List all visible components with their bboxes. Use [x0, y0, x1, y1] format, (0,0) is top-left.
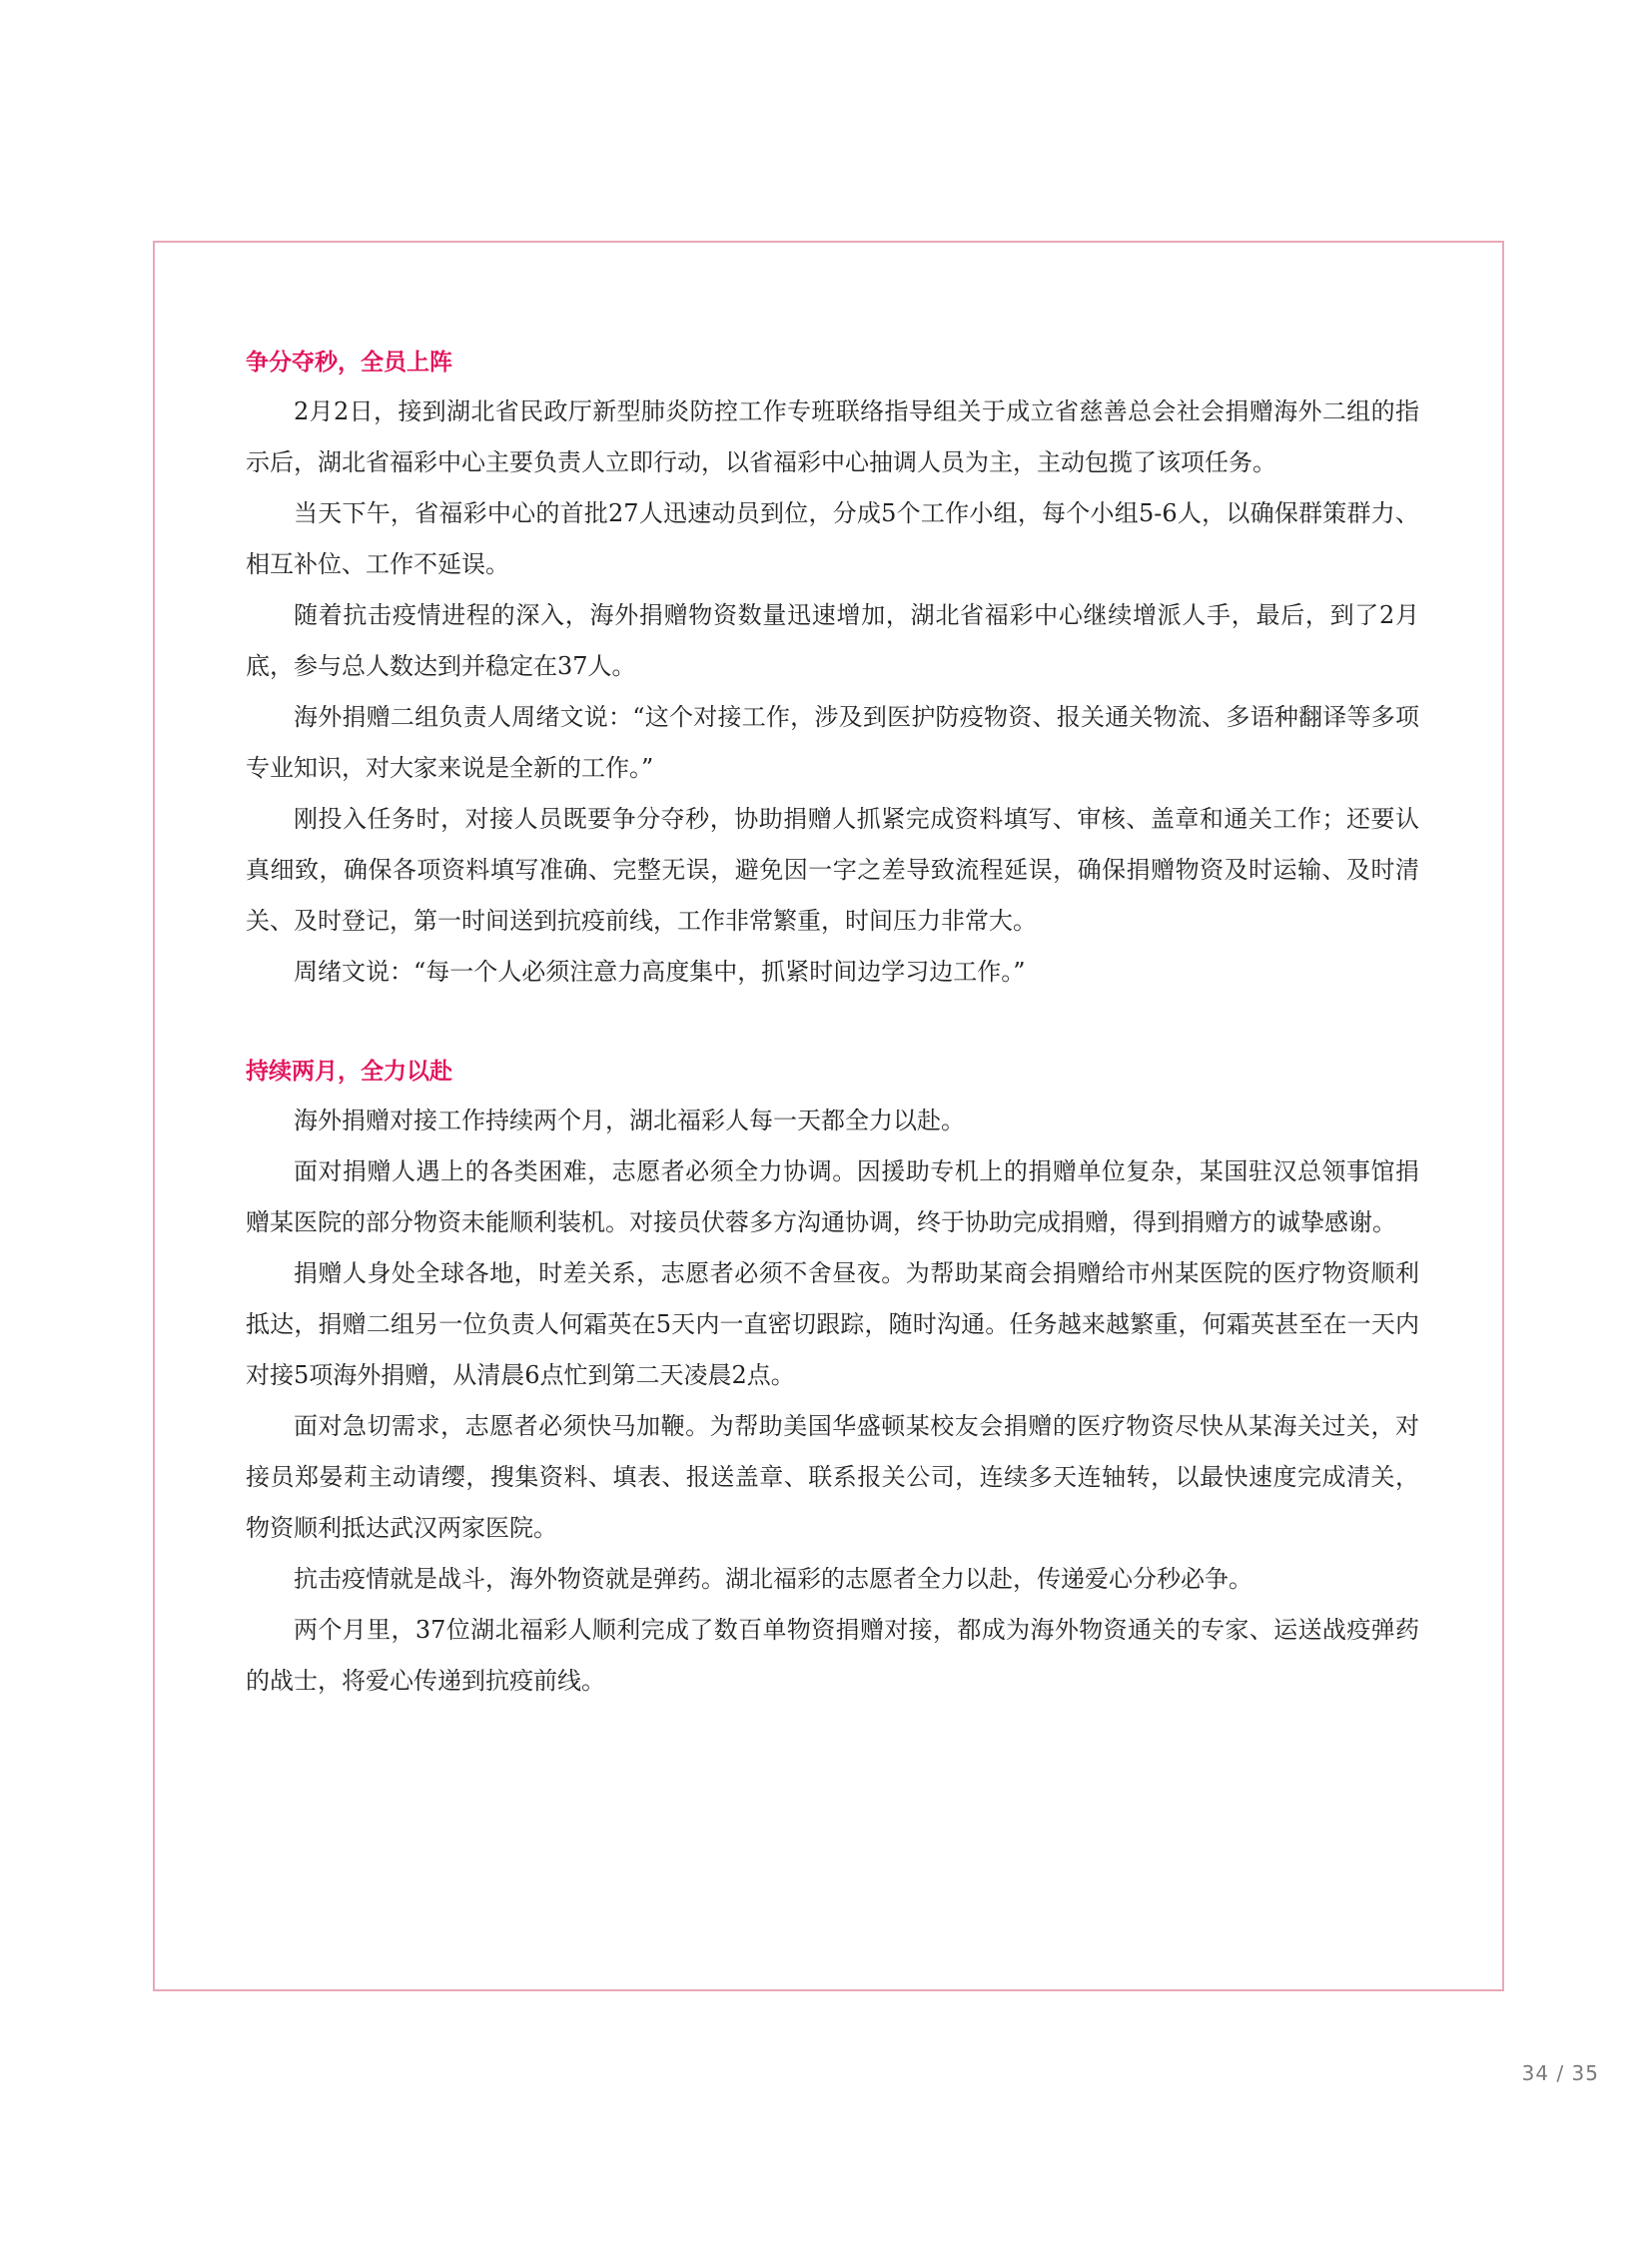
paragraph: 海外捐赠二组负责人周绪文说：“这个对接工作，涉及到医护防疫物资、报关通关物流、多语种翻译等多项专业知识，对大家来说是全新的工作。”: [246, 703, 1419, 782]
paragraph: 面对急切需求，志愿者必须快马加鞭。为帮助美国华盛顿某校友会捐赠的医疗物资尽快从某海关过关，对接员郑晏莉主动请缨，搜集资料、填表、报送盖章、联系报关公司，连续多天连轴转，以最快速度完成清关，物资顺利抵达武汉两家医院。: [246, 1412, 1419, 1542]
paragraph: 面对捐赠人遇上的各类困难，志愿者必须全力协调。因援助专机上的捐赠单位复杂，某国驻汉总领事馆捐赠某医院的部分物资未能顺利装机。对接员伏蓉多方沟通协调，终于协助完成捐赠，得到捐赠方的诚挚感谢。: [246, 1157, 1419, 1236]
section-heading: 争分夺秒，全员上阵: [246, 350, 452, 375]
paragraph: 刚投入任务时，对接人员既要争分夺秒，协助捐赠人抓紧完成资料填写、审核、盖章和通关工作；还要认真细致，确保各项资料填写准确、完整无误，避免因一字之差导致流程延误，确保捐赠物资及时运输、及时清关、及时登记，第一时间送到抗疫前线，工作非常繁重，时间压力非常大。: [246, 805, 1419, 935]
paragraph: 随着抗击疫情进程的深入，海外捐赠物资数量迅速增加，湖北省福彩中心继续增派人手，最后，到了2月底，参与总人数达到并稳定在37人。: [246, 601, 1419, 680]
article-body: [246, 339, 1419, 1707]
paragraph: 捐赠人身处全球各地，时差关系，志愿者必须不舍昼夜。为帮助某商会捐赠给市州某医院的医疗物资顺利抵达，捐赠二组另一位负责人何霜英在5天内一直密切跟踪，随时沟通。任务越来越繁重，何霜英甚至在一天内对接5项海外捐赠，从清晨6点忙到第二天凌晨2点。: [246, 1259, 1419, 1389]
paragraph: 周绪文说：“每一个人必须注意力高度集中，抓紧时间边学习边工作。”: [294, 958, 1026, 986]
section-heading: 持续两月，全力以赴: [246, 1059, 452, 1085]
paragraph: 两个月里，37位湖北福彩人顺利完成了数百单物资捐赠对接，都成为海外物资通关的专家、运送战疫弹药的战士，将爱心传递到抗疫前线。: [246, 1616, 1419, 1695]
page-number: 34 / 35: [1521, 2061, 1599, 2085]
paragraph: 当天下午，省福彩中心的首批27人迅速动员到位，分成5个工作小组，每个小组5-6人，以确保群策群力、相互补位、工作不延误。: [246, 499, 1419, 578]
paragraph: 抗击疫情就是战斗，海外物资就是弹药。湖北福彩的志愿者全力以赴，传递爱心分秒必争。: [294, 1565, 1252, 1593]
section-spacer: [246, 998, 1419, 1048]
paragraph: 2月2日，接到湖北省民政厅新型肺炎防控工作专班联络指导组关于成立省慈善总会社会捐赠海外二组的指示后，湖北省福彩中心主要负责人立即行动，以省福彩中心抽调人员为主，主动包揽了该项任务。: [246, 397, 1419, 476]
paragraph: 海外捐赠对接工作持续两个月，湖北福彩人每一天都全力以赴。: [294, 1107, 965, 1134]
